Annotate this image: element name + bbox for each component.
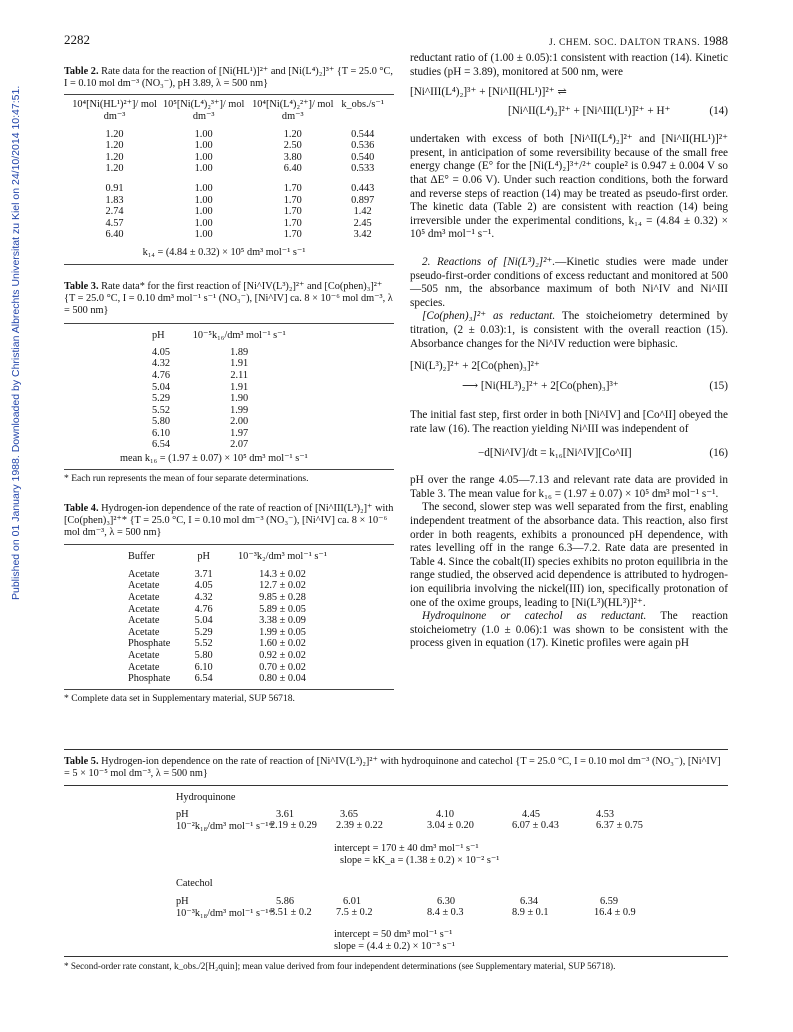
table3-mean: mean k₁₆ = (1.97 ± 0.07) × 10⁵ dm³ mol⁻¹ s⁻¹ bbox=[120, 453, 308, 465]
table5-cell: 6.34 bbox=[520, 896, 539, 907]
table2-cell: 1.20 bbox=[283, 128, 302, 140]
table4-cell: 4.76 bbox=[194, 603, 213, 615]
table2-cell: 0.91 bbox=[105, 182, 124, 194]
table2-cell: 1.70 bbox=[283, 206, 302, 218]
table5-cell: 3.65 bbox=[340, 809, 359, 820]
table5-bottom-rule bbox=[64, 956, 728, 957]
table4-caption-text: Hydrogen-ion dependence of the rate of reaction of [Ni^III(L³)₂]⁺ with [Co(phen)₃]²⁺* {T = 25.0 °C, I = 0.10 mol dm⁻³ (NO₃⁻), [Ni^IV] ca. 8 × 10⁻⁶ mol dm⁻³, λ = 500 nm} bbox=[64, 502, 394, 539]
table2-cell: 6.40 bbox=[105, 229, 124, 241]
table2-cell: 1.20 bbox=[105, 163, 124, 175]
table5-cell: 8.9 ± 0.1 bbox=[512, 907, 549, 918]
table2-cell: 1.20 bbox=[105, 128, 124, 140]
table4-col-header: Buffer bbox=[128, 551, 155, 563]
table5-cell: 4.45 bbox=[522, 809, 541, 820]
table-row bbox=[70, 175, 388, 195]
table3 bbox=[152, 330, 302, 451]
table3-top-rule bbox=[64, 323, 394, 324]
table4-cell: 6.54 bbox=[194, 673, 213, 685]
table2-cell: 1.00 bbox=[194, 182, 213, 194]
hydroquinone-k-label: 10⁻²k₁₈/dm³ mol⁻¹ s⁻¹* bbox=[176, 821, 274, 832]
equation-16 bbox=[410, 446, 728, 468]
table4-cell: Phosphate bbox=[128, 673, 171, 685]
table2-cell: 3.80 bbox=[283, 151, 302, 163]
table5-cell: 6.01 bbox=[343, 896, 362, 907]
table3-footnote: * Each run represents the mean of four separate determinations. bbox=[64, 472, 309, 484]
table-row bbox=[70, 152, 388, 164]
table4-cell: Acetate bbox=[128, 661, 160, 673]
table4-cell: Acetate bbox=[128, 592, 160, 604]
eq14-line1: [Ni^III(L⁴)₂]³⁺ + [Ni^II(HL¹)]²⁺ ⇌ bbox=[410, 86, 567, 99]
table5-top-separator bbox=[64, 749, 728, 750]
table2-cell: 2.45 bbox=[353, 217, 372, 229]
table3-cell: 1.99 bbox=[230, 404, 249, 416]
table5-caption-rule bbox=[64, 785, 728, 786]
table3-cell: 5.04 bbox=[152, 381, 171, 393]
table5-cell: 3.51 ± 0.2 bbox=[270, 907, 312, 918]
table-row bbox=[152, 370, 302, 382]
table2-col-header: 10⁴[Ni(HL¹)²⁺]/ mol dm⁻³ bbox=[72, 99, 157, 122]
table4-cell: Acetate bbox=[128, 580, 160, 592]
table4-col-header: 10⁻³k₂/dm³ mol⁻¹ s⁻¹ bbox=[238, 551, 327, 563]
table2-cell: 1.83 bbox=[105, 194, 124, 206]
table3-cell: 2.11 bbox=[230, 369, 248, 381]
paragraph-7: The second, slower step was well separated from the first, enabling independent treatment of the absorbance data. This reaction, also first order in both reagents, exhibits a pronounced pH dependence, with rates levelling off in the range 6.3—7.2. Rate data are presented in Table 4. Since the cobalt(II) species exhibits no proton equilibria in the range studied, the observed acid dependence is attributed to hydrogen-ion equilibria involving the nickel(III) ion, specifically protonation of one of the oxime groups, leading to [Ni(L³)(HL³)]²⁺. bbox=[410, 501, 728, 609]
hydroquinone-title: Hydroquinone bbox=[176, 792, 236, 803]
table-row bbox=[70, 195, 388, 207]
table2-cell: 6.40 bbox=[283, 163, 302, 175]
paragraph-2: undertaken with excess of both [Ni^II(L⁴)₂]²⁺ and [Ni^II(HL¹)]²⁺ present, in anticipation of some reversibility because of the small free energy change (E° for the [Ni(L⁴)₂]³⁺/²⁺ couple² is 0.947 ± 0.004 V so that ΔE° = 0.06 V). Under such reaction conditions, both the forward and reverse steps of reaction (14) may be treated as pseudo-first order. The kinetic data (Table 2) are consistent with reaction (14) being irreversible under the experimental conditions, k₁₄ = (4.84 ± 0.32) × 10⁵ dm³ mol⁻¹ s⁻¹. bbox=[410, 133, 728, 241]
table5-label: Table 5. bbox=[64, 756, 99, 767]
table2-col-header: 10⁵[Ni(L⁴)₂³⁺]/ mol dm⁻³ bbox=[162, 99, 245, 122]
table3-cell: 2.07 bbox=[230, 439, 249, 451]
table-row bbox=[70, 218, 388, 230]
paragraph-4 bbox=[410, 310, 728, 351]
table5-caption-text: Hydrogen-ion dependence on the rate of reaction of [Ni^IV(L³)₂]²⁺ with hydroquinone and catechol {T = 25.0 °C, I = 0.10 mol dm⁻³ (NO₃⁻), [Ni^IV] = 5 × 10⁻⁵ mol dm⁻³, λ = 500 nm} bbox=[64, 756, 721, 780]
table3-cell: 6.10 bbox=[152, 427, 171, 439]
table5-cell: 4.53 bbox=[596, 809, 615, 820]
table-row bbox=[70, 163, 388, 175]
table3-caption bbox=[64, 281, 394, 318]
table2-label: Table 2. bbox=[64, 66, 99, 77]
table5-cell: 4.10 bbox=[436, 809, 455, 820]
hydroquinone-heading: Hydroquinone or catechol as reductant. bbox=[422, 610, 647, 623]
table2-cell: 1.00 bbox=[194, 128, 213, 140]
eq15-line1: [Ni(L³)₂]²⁺ + 2[Co(phen)₃]²⁺ bbox=[410, 360, 540, 373]
table5-cell: 6.59 bbox=[600, 896, 619, 907]
eq16-expression: −d[Ni^IV]/dt = k₁₆[Ni^IV][Co^II] bbox=[478, 447, 632, 460]
table2-top-rule bbox=[64, 94, 394, 95]
table2-cell: 2.50 bbox=[283, 140, 302, 152]
table4-caption bbox=[64, 503, 394, 540]
table-row bbox=[128, 627, 348, 639]
table2-cell: 1.70 bbox=[283, 182, 302, 194]
table5-cell: 5.86 bbox=[276, 896, 295, 907]
table4-cell: Acetate bbox=[128, 615, 160, 627]
table-row bbox=[128, 592, 348, 604]
table-row bbox=[70, 129, 388, 141]
table3-cell: 1.91 bbox=[230, 358, 249, 370]
table4-header-row bbox=[128, 551, 348, 569]
table3-col-header: pH bbox=[152, 330, 165, 342]
table2-cell: 0.897 bbox=[351, 194, 375, 206]
table4-cell: 14.3 ± 0.02 bbox=[259, 568, 306, 580]
table5-caption bbox=[64, 756, 728, 780]
hydroquinone-ph-label: pH bbox=[176, 809, 189, 820]
table4-cell: 3.38 ± 0.09 bbox=[259, 615, 306, 627]
table2-cell: 1.70 bbox=[283, 194, 302, 206]
table2-cell: 1.00 bbox=[194, 217, 213, 229]
paragraph-1: reductant ratio of (1.00 ± 0.05):1 consistent with reaction (14). Kinetic studies (pH = 3.89), monitored at 500 nm, were bbox=[410, 52, 728, 78]
table4-cell: 3.71 bbox=[194, 568, 213, 580]
table2-col-header: 10⁴[Ni(L⁴)₂²⁺]/ mol dm⁻³ bbox=[252, 99, 334, 122]
table2-col-header: k_obs./s⁻¹ bbox=[341, 99, 384, 111]
table3-cell: 1.89 bbox=[230, 346, 249, 358]
table2 bbox=[70, 99, 388, 241]
table4-cell: Acetate bbox=[128, 568, 160, 580]
table-row bbox=[70, 206, 388, 218]
hydroquinone-slope: slope = kK_a = (1.38 ± 0.2) × 10⁻² s⁻¹ bbox=[340, 855, 500, 866]
catechol-k-label: 10⁻³k₁₈/dm³ mol⁻¹ s⁻¹* bbox=[176, 908, 274, 919]
table5-cell: 16.4 ± 0.9 bbox=[594, 907, 636, 918]
table4-cell: 1.99 ± 0.05 bbox=[259, 626, 306, 638]
running-head bbox=[549, 34, 728, 49]
hydroquinone-intercept: intercept = 170 ± 40 dm³ mol⁻¹ s⁻¹ bbox=[334, 843, 479, 854]
table5-footnote: * Second-order rate constant, k_obs./2[H₂quin]; mean value derived from four independent determinations (see Supplementary material, SUP 56718). bbox=[64, 961, 616, 971]
table5-cell: 8.4 ± 0.3 bbox=[427, 907, 464, 918]
table2-cell: 1.00 bbox=[194, 151, 213, 163]
section-2-heading: 2. Reactions of [Ni(L³)₂]²⁺. bbox=[422, 255, 556, 268]
table-row bbox=[152, 347, 302, 359]
table-row bbox=[152, 439, 302, 451]
table3-cell: 1.91 bbox=[230, 381, 249, 393]
table4-bottom-rule bbox=[64, 689, 394, 690]
table4-cell: Acetate bbox=[128, 626, 160, 638]
table2-cell: 1.70 bbox=[283, 217, 302, 229]
table4-cell: 9.85 ± 0.28 bbox=[259, 592, 306, 604]
table2-bottom-rule bbox=[64, 264, 394, 265]
paragraph-3 bbox=[410, 256, 728, 310]
table4-cell: 5.80 bbox=[194, 650, 213, 662]
catechol-ph-label: pH bbox=[176, 896, 189, 907]
table-row bbox=[152, 358, 302, 370]
table4-cell: 5.89 ± 0.05 bbox=[259, 603, 306, 615]
eq14-line2: [Ni^II(L⁴)₂]²⁺ + [Ni^III(L¹)]²⁺ + H⁺ bbox=[508, 105, 671, 118]
table4-cell: 6.10 bbox=[194, 661, 213, 673]
table2-cell: 1.00 bbox=[194, 140, 213, 152]
table3-cell: 1.97 bbox=[230, 427, 249, 439]
table4-col-header: pH bbox=[197, 551, 210, 563]
table-row bbox=[128, 604, 348, 616]
table3-cell: 1.90 bbox=[230, 393, 249, 405]
table4-cell: 4.32 bbox=[194, 592, 213, 604]
table2-header-row bbox=[70, 99, 388, 128]
table-row bbox=[128, 650, 348, 662]
table-row bbox=[128, 580, 348, 592]
table5-cell: 6.07 ± 0.43 bbox=[512, 820, 559, 831]
table3-cell: 5.80 bbox=[152, 416, 171, 428]
table-row bbox=[152, 405, 302, 417]
table2-cell: 2.74 bbox=[105, 206, 124, 218]
table4-cell: 4.05 bbox=[194, 580, 213, 592]
table3-col-header: 10⁻⁵k₁₆/dm³ mol⁻¹ s⁻¹ bbox=[192, 330, 286, 342]
eq15-line2: ⟶ [Ni(HL³)₂]²⁺ + 2[Co(phen)₃]³⁺ bbox=[462, 380, 619, 393]
table3-cell: 2.00 bbox=[230, 416, 249, 428]
table5-cell: 6.30 bbox=[437, 896, 456, 907]
eq15-number: (15) bbox=[709, 380, 728, 393]
table-row bbox=[128, 662, 348, 674]
paragraph-6: pH over the range 4.05—7.13 and relevant rate data are provided in Table 3. The mean value for k₁₆ = (1.97 ± 0.07) × 10⁵ dm³ mol⁻¹ s⁻¹. bbox=[410, 474, 728, 500]
page-number: 2282 bbox=[64, 32, 90, 47]
table-row bbox=[70, 140, 388, 152]
table5-cell: 3.61 bbox=[276, 809, 295, 820]
table3-cell: 4.76 bbox=[152, 369, 171, 381]
table2-cell: 4.57 bbox=[105, 217, 124, 229]
left-column bbox=[64, 66, 394, 705]
table-row bbox=[128, 569, 348, 581]
table3-cell: 5.29 bbox=[152, 393, 171, 405]
hydroquinone-text: The reaction stoicheiometry (1.0 ± 0.06):1 was shown to be consistent with the process given in equation (17). Kinetic profiles were again pH bbox=[410, 610, 728, 650]
table2-cell: 0.540 bbox=[351, 151, 375, 163]
table5-cell: 2.19 ± 0.29 bbox=[270, 820, 317, 831]
table4-cell: 0.70 ± 0.02 bbox=[259, 661, 306, 673]
table2-cell: 1.20 bbox=[105, 140, 124, 152]
table4-cell: 0.80 ± 0.04 bbox=[259, 673, 306, 685]
table5-cell: 6.37 ± 0.75 bbox=[596, 820, 643, 831]
table2-cell: 0.443 bbox=[351, 182, 375, 194]
table-row bbox=[152, 428, 302, 440]
equation-14 bbox=[410, 85, 728, 129]
table-row bbox=[70, 229, 388, 241]
journal-name: J. CHEM. SOC. DALTON TRANS. bbox=[549, 38, 701, 48]
table2-cell: 0.536 bbox=[351, 140, 375, 152]
table2-cell: 1.42 bbox=[353, 206, 372, 218]
table4-cell: Acetate bbox=[128, 603, 160, 615]
table4-cell: Acetate bbox=[128, 650, 160, 662]
table-row bbox=[152, 382, 302, 394]
table3-header-row bbox=[152, 330, 302, 347]
table4-cell: 12.7 ± 0.02 bbox=[259, 580, 306, 592]
table2-cell: 1.00 bbox=[194, 163, 213, 175]
table2-cell: 1.00 bbox=[194, 194, 213, 206]
table2-footer: k₁₄ = (4.84 ± 0.32) × 10⁵ dm³ mol⁻¹ s⁻¹ bbox=[142, 246, 306, 258]
table2-cell: 1.70 bbox=[283, 229, 302, 241]
table4-footnote: * Complete data set in Supplementary material, SUP 56718. bbox=[64, 692, 295, 704]
table4 bbox=[128, 551, 348, 685]
table4-top-rule bbox=[64, 544, 394, 545]
catechol-title: Catechol bbox=[176, 878, 213, 889]
table4-cell: 5.04 bbox=[194, 615, 213, 627]
table2-caption bbox=[64, 66, 394, 90]
table4-cell: 1.60 ± 0.02 bbox=[259, 638, 306, 650]
equation-15 bbox=[410, 359, 728, 403]
table5-cell: 7.5 ± 0.2 bbox=[336, 907, 373, 918]
section-2-text: —Kinetic studies were made under pseudo-first-order conditions of excess reductant and monitored at 500—505 nm, the absorbance maximum of both Ni^IV and Ni^III species. bbox=[410, 255, 728, 309]
table5-cell: 2.39 ± 0.22 bbox=[336, 820, 383, 831]
table4-cell: 5.29 bbox=[194, 626, 213, 638]
table3-label: Table 3. bbox=[64, 280, 99, 292]
download-sidebar bbox=[0, 85, 22, 600]
table2-cell: 1.00 bbox=[194, 229, 213, 241]
table4-label: Table 4. bbox=[64, 502, 99, 514]
table4-cell: 0.92 ± 0.02 bbox=[259, 650, 306, 662]
paragraph-8 bbox=[410, 610, 728, 651]
co-phen-heading: [Co(phen)₃]²⁺ as reductant. bbox=[422, 310, 556, 323]
eq16-number: (16) bbox=[709, 447, 728, 460]
catechol-intercept: intercept = 50 dm³ mol⁻¹ s⁻¹ bbox=[334, 929, 453, 940]
journal-year: 1988 bbox=[702, 34, 728, 48]
table2-cell: 0.533 bbox=[351, 163, 375, 175]
table-row bbox=[128, 615, 348, 627]
table3-cell: 4.32 bbox=[152, 358, 171, 370]
co-phen-text: The stoicheiometry determined by titration, (2 ± 0.03):1, is consistent with the overall reaction (15). Absorbance changes for the Ni^IV reduction were biphasic. bbox=[410, 310, 728, 350]
table5-cell: 3.04 ± 0.20 bbox=[427, 820, 474, 831]
catechol-slope: slope = (4.4 ± 0.2) × 10⁻³ s⁻¹ bbox=[334, 941, 455, 952]
table4-cell: Phosphate bbox=[128, 638, 171, 650]
paragraph-5: The initial fast step, first order in both [Ni^IV] and [Co^II] obeyed the rate law (16). The reaction yielding Ni^III was independent of bbox=[410, 409, 728, 435]
right-column bbox=[410, 52, 728, 651]
table2-cell: 1.00 bbox=[194, 206, 213, 218]
table2-cell: 0.544 bbox=[351, 128, 375, 140]
table4-cell: 5.52 bbox=[194, 638, 213, 650]
table2-cell: 1.20 bbox=[105, 151, 124, 163]
table-row bbox=[128, 673, 348, 685]
table3-cell: 6.54 bbox=[152, 439, 171, 451]
table3-caption-text: Rate data* for the first reaction of [Ni^IV(L³)₂]²⁺ and [Co(phen)₃]²⁺ {T = 25.0 °C, I = 0.10 dm³ mol⁻¹ s⁻¹ (NO₃⁻), [Ni^IV] ca. 8 × 10⁻⁶ mol dm⁻³, λ = 500 nm} bbox=[64, 280, 393, 316]
table-row bbox=[128, 638, 348, 650]
table3-cell: 5.52 bbox=[152, 404, 171, 416]
sidebar-text: Published on 01 January 1988. Downloaded by Christian Albrechts Universitat zu Kiel on 24/10/2014 10:47:51. bbox=[10, 85, 22, 600]
eq14-number: (14) bbox=[709, 105, 728, 118]
table3-bottom-rule bbox=[64, 469, 394, 470]
table2-cell: 3.42 bbox=[353, 229, 372, 241]
table3-cell: 4.05 bbox=[152, 346, 171, 358]
table-row bbox=[152, 416, 302, 428]
table2-caption-text: Rate data for the reaction of [Ni(HL¹)]²⁺ and [Ni(L⁴)₂]³⁺ {T = 25.0 °C, I = 0.10 mol dm⁻³ (NO₃⁻), pH 3.89, λ = 500 nm} bbox=[64, 66, 393, 90]
table-row bbox=[152, 393, 302, 405]
